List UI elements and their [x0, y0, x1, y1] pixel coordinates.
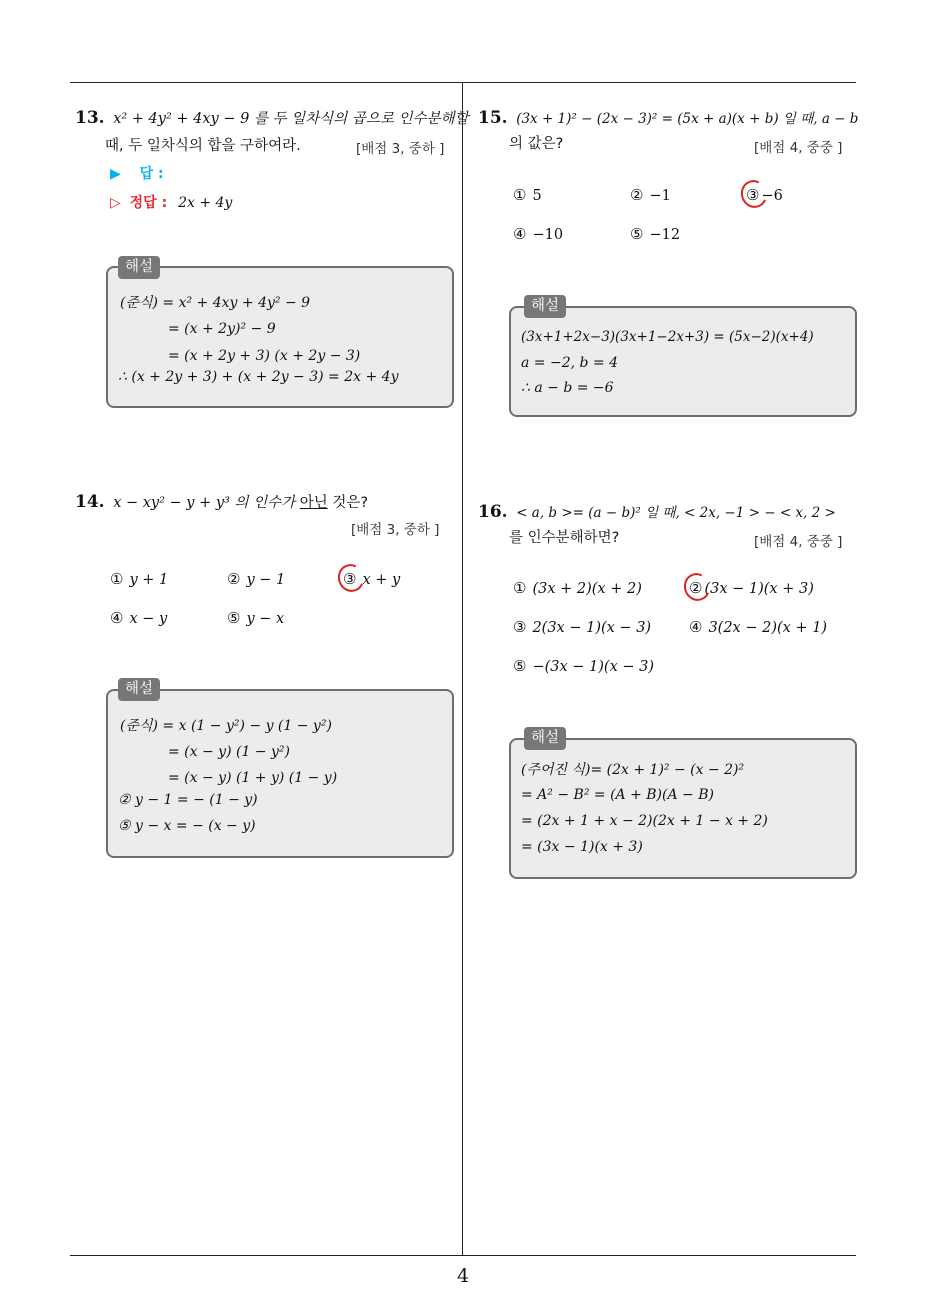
- problem-14-number: 14.: [75, 492, 105, 512]
- choice-16-3[interactable]: [513, 618, 651, 636]
- problem-13-score: [배점 3, 중하 ]: [356, 141, 445, 157]
- choice-15-5[interactable]: [630, 225, 680, 243]
- choice-15-4-mark: ④: [513, 225, 527, 243]
- choice-15-3-text: −6: [761, 188, 783, 204]
- solution-14-line-2: = (x − y) (1 − y²): [168, 744, 290, 760]
- problem-15-line-2: 의 값은?: [509, 136, 564, 152]
- choice-14-5-text: y − x: [246, 611, 285, 627]
- choice-14-3-text: x + y: [362, 572, 401, 588]
- problem-13-line-2: 때, 두 일차식의 합을 구하여라.: [105, 138, 301, 154]
- choice-15-2-text: −1: [649, 188, 671, 204]
- choice-15-2-mark: ②: [630, 186, 644, 204]
- key-label: 정답 :: [129, 195, 168, 211]
- solution-13-line-1: (준식) = x² + 4xy + 4y² − 9: [120, 295, 311, 311]
- problem-14-score: [배점 3, 중하 ]: [351, 522, 440, 538]
- solution-16-line-3: = (2x + 1 + x − 2)(2x + 1 − x + 2): [521, 813, 768, 829]
- choice-14-1-mark: ①: [110, 570, 124, 588]
- solution-14-line-3: = (x − y) (1 + y) (1 − y): [168, 770, 338, 786]
- page-number: 4: [456, 1265, 470, 1287]
- solution-tag-16: 해설: [524, 727, 566, 750]
- choice-14-4[interactable]: [110, 609, 167, 627]
- solution-15-line-1: (3x+1+2x−3)(3x+1−2x+3) = (5x−2)(x+4): [521, 329, 814, 345]
- problem-14-underlined: 아닌: [299, 495, 328, 511]
- choice-15-4-text: −10: [532, 227, 564, 243]
- top-rule: [70, 82, 856, 83]
- choice-15-5-mark: ⑤: [630, 225, 644, 243]
- problem-13-number: 13.: [75, 108, 105, 128]
- choice-16-5-text: −(3x − 1)(x − 3): [532, 659, 654, 675]
- choice-16-4-text: 3(2x − 2)(x + 1): [708, 620, 828, 636]
- choice-16-5-mark: ⑤: [513, 657, 527, 675]
- problem-16-number: 16.: [478, 502, 508, 522]
- choice-16-2-circled-mark: ②: [689, 579, 703, 597]
- choice-16-2-text: (3x − 1)(x + 3): [704, 581, 814, 597]
- choice-15-4[interactable]: [513, 225, 563, 243]
- choice-14-5-mark: ⑤: [227, 609, 241, 627]
- problem-15-line-1: [478, 108, 858, 129]
- solution-14-line-5: ⑤ y − x = − (x − y): [118, 818, 256, 834]
- choice-14-4-text: x − y: [129, 611, 168, 627]
- problem-13-text-1: x² + 4y² + 4xy − 9 를 두 일차식의 곱으로 인수분해할: [113, 111, 469, 127]
- choice-14-2[interactable]: [227, 570, 285, 588]
- choice-14-2-text: y − 1: [246, 572, 286, 588]
- key-value: 2x + 4y: [178, 195, 233, 211]
- problem-16-text-1: < a, b >= (a − b)² 일 때, < 2x, −1 > − < x, 2 >: [516, 505, 836, 521]
- choice-16-1-text: (3x + 2)(x + 2): [532, 581, 642, 597]
- solution-13-line-2: = (x + 2y)² − 9: [168, 321, 276, 337]
- choice-16-1[interactable]: [513, 579, 642, 597]
- problem-15-score: [배점 4, 중중 ]: [754, 140, 843, 156]
- key-arrow-icon: ▷: [110, 195, 121, 211]
- answer-arrow-icon: ▶: [110, 166, 121, 182]
- solution-tag-13: 해설: [118, 256, 160, 279]
- problem-14-text-end: 것은?: [327, 495, 369, 511]
- problem-16-line-2: 를 인수분해하면?: [509, 530, 620, 546]
- choice-14-3-circled-mark: ③: [343, 570, 357, 588]
- choice-15-3[interactable]: [746, 186, 783, 204]
- choice-14-3[interactable]: [343, 570, 400, 588]
- answer-row: [110, 163, 164, 183]
- solution-13-line-4: ∴ (x + 2y + 3) + (x + 2y − 3) = 2x + 4y: [118, 369, 399, 385]
- key-row: [110, 192, 232, 212]
- choice-15-1-text: 5: [532, 188, 542, 204]
- problem-16-score: [배점 4, 중중 ]: [754, 534, 843, 550]
- choice-16-2[interactable]: [689, 579, 814, 597]
- solution-tag-14: 해설: [118, 678, 160, 701]
- solution-16-line-4: = (3x − 1)(x + 3): [521, 839, 643, 855]
- choice-15-5-text: −12: [649, 227, 681, 243]
- choice-16-4-mark: ④: [689, 618, 703, 636]
- choice-14-5[interactable]: [227, 609, 284, 627]
- problem-14-line-1: [75, 492, 368, 513]
- choice-16-1-mark: ①: [513, 579, 527, 597]
- choice-16-3-text: 2(3x − 1)(x − 3): [532, 620, 652, 636]
- solution-16-line-2: = A² − B² = (A + B)(A − B): [521, 787, 714, 803]
- choice-15-1-mark: ①: [513, 186, 527, 204]
- choice-16-3-mark: ③: [513, 618, 527, 636]
- choice-15-3-circled-mark: ③: [746, 186, 760, 204]
- choice-14-4-mark: ④: [110, 609, 124, 627]
- choice-14-1[interactable]: [110, 570, 168, 588]
- solution-16-line-1: (주어진 식)= (2x + 1)² − (x − 2)²: [521, 762, 745, 778]
- problem-14-text-1: x − xy² − y + y³ 의 인수가: [113, 495, 300, 511]
- solution-14-line-1: (준식) = x (1 − y²) − y (1 − y²): [120, 718, 332, 734]
- solution-tag-15: 해설: [524, 295, 566, 318]
- problem-15-number: 15.: [478, 108, 508, 128]
- problem-15-text-1: (3x + 1)² − (2x − 3)² = (5x + a)(x + b) 일 때, a − b: [516, 111, 859, 127]
- choice-15-2[interactable]: [630, 186, 671, 204]
- choice-16-5[interactable]: [513, 657, 654, 675]
- solution-15-line-3: ∴ a − b = −6: [521, 380, 614, 396]
- column-divider: [462, 82, 463, 1255]
- solution-14-line-4: ② y − 1 = − (1 − y): [118, 792, 258, 808]
- problem-13-line-1: [75, 108, 468, 129]
- solution-13-line-3: = (x + 2y + 3) (x + 2y − 3): [168, 348, 361, 364]
- solution-15-line-2: a = −2, b = 4: [521, 355, 619, 371]
- choice-14-1-text: y + 1: [129, 572, 169, 588]
- bottom-rule: [70, 1255, 856, 1256]
- answer-label: 답 :: [139, 166, 164, 182]
- choice-14-2-mark: ②: [227, 570, 241, 588]
- choice-16-4[interactable]: [689, 618, 827, 636]
- problem-16-line-1: [478, 502, 836, 523]
- choice-15-1[interactable]: [513, 186, 542, 204]
